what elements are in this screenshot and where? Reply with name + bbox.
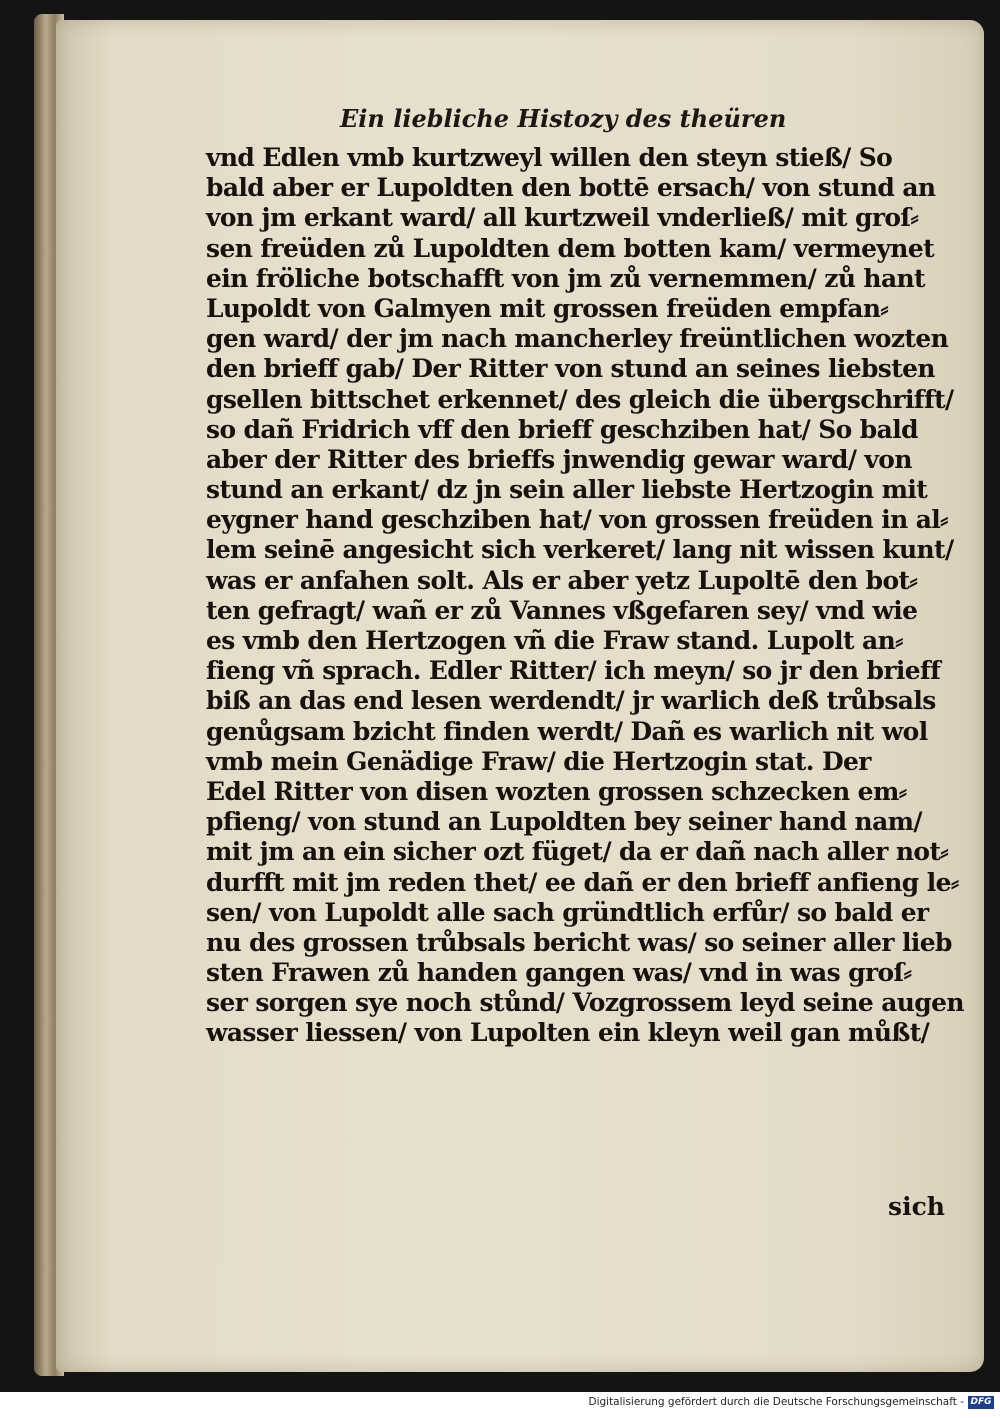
text-line: mit jm an ein sicher ozt füget/ da er dañ nach aller not⸗ — [206, 837, 949, 867]
text-line: eygner hand geschziben hat/ von grossen freüden in al⸗ — [206, 505, 948, 535]
text-line: gsellen bittschet erkennet/ des gleich die übergschrifft/ — [206, 384, 954, 414]
footer-credit: Digitalisierung gefördert durch die Deutsche Forschungsgemeinschaft - — [588, 1396, 964, 1408]
text-line: Lupoldt von Galmyen mit grossen freüden empfan⸗ — [206, 293, 889, 323]
text-line: von jm erkant ward/ all kurtzweil vnderließ/ mit groſ⸗ — [206, 203, 919, 233]
text-line: sten Frawen zů handen gangen was/ vnd in was groſ⸗ — [206, 958, 912, 988]
text-line: Edel Ritter von disen wozten grossen schzecken em⸗ — [206, 776, 907, 806]
text-line: nu des grossen trůbsals bericht was/ so seiner aller lieb — [206, 927, 952, 957]
text-line: bald aber er Lupoldten den bottē ersach/ von stund an — [206, 173, 936, 203]
text-line: ein fröliche botschafft von jm zů vernemmen/ zů hant — [206, 263, 925, 293]
text-line: wasser liessen/ von Lupolten ein kleyn weil gan můßt/ — [206, 1018, 930, 1048]
text-line: es vmb den Hertzogen vñ die Fraw stand. Lupolt an⸗ — [206, 626, 903, 655]
text-line: lem seinē angesicht sich verkeret/ lang nit wissen kunt/ — [206, 535, 954, 565]
text-line: vnd Edlen vmb kurtzweyl willen den steyn stieß/ So — [206, 143, 893, 172]
text-line: vmb mein Genädige Fraw/ die Hertzogin stat. Der — [206, 746, 871, 776]
text-line: aber der Ritter des brieffs jnwendig gewar ward/ von — [206, 444, 912, 474]
text-line: so dañ Fridrich vff den brieff geschziben hat/ So bald — [206, 414, 918, 444]
catchword: sich — [888, 1192, 945, 1221]
body-text — [206, 143, 966, 1049]
text-line: ser sorgen sye noch stůnd/ Vozgrossem leyd seine augen — [206, 988, 964, 1018]
dfg-logo: DFG — [968, 1396, 994, 1409]
text-line: sen/ von Lupoldt alle sach gründtlich erfůr/ so bald er — [206, 897, 929, 927]
footer-bar — [0, 1392, 1000, 1418]
running-header: Ein liebliche Histozy des theüren — [340, 104, 787, 133]
text-line: was er anfahen solt. Als er aber yetz Lupoltē den bot⸗ — [206, 565, 918, 595]
text-line: gen ward/ der jm nach mancherley freüntlichen wozten — [206, 324, 949, 354]
text-line: stund an erkant/ dz jn sein aller liebste Hertzogin mit — [206, 475, 928, 505]
text-line: genůgsam bzicht finden werdt/ Dañ es warlich nit wol — [206, 716, 928, 746]
text-line: durfft mit jm reden thet/ ee dañ er den brieff anfieng le⸗ — [206, 867, 959, 897]
text-line: pfieng/ von stund an Lupoldten bey seiner hand nam/ — [206, 807, 922, 837]
text-line: den brieff gab/ Der Ritter von stund an seines liebsten — [206, 354, 935, 384]
text-line: fieng vñ sprach. Edler Ritter/ ich meyn/ so jr den brieff — [206, 656, 941, 686]
text-line: ten gefragt/ wañ er zů Vannes vßgefaren sey/ vnd wie — [206, 595, 918, 625]
text-line: biß an das end lesen werdendt/ jr warlich deß trůbsals — [206, 686, 936, 716]
text-line: sen freüden zů Lupoldten dem botten kam/ vermeynet — [206, 233, 935, 263]
